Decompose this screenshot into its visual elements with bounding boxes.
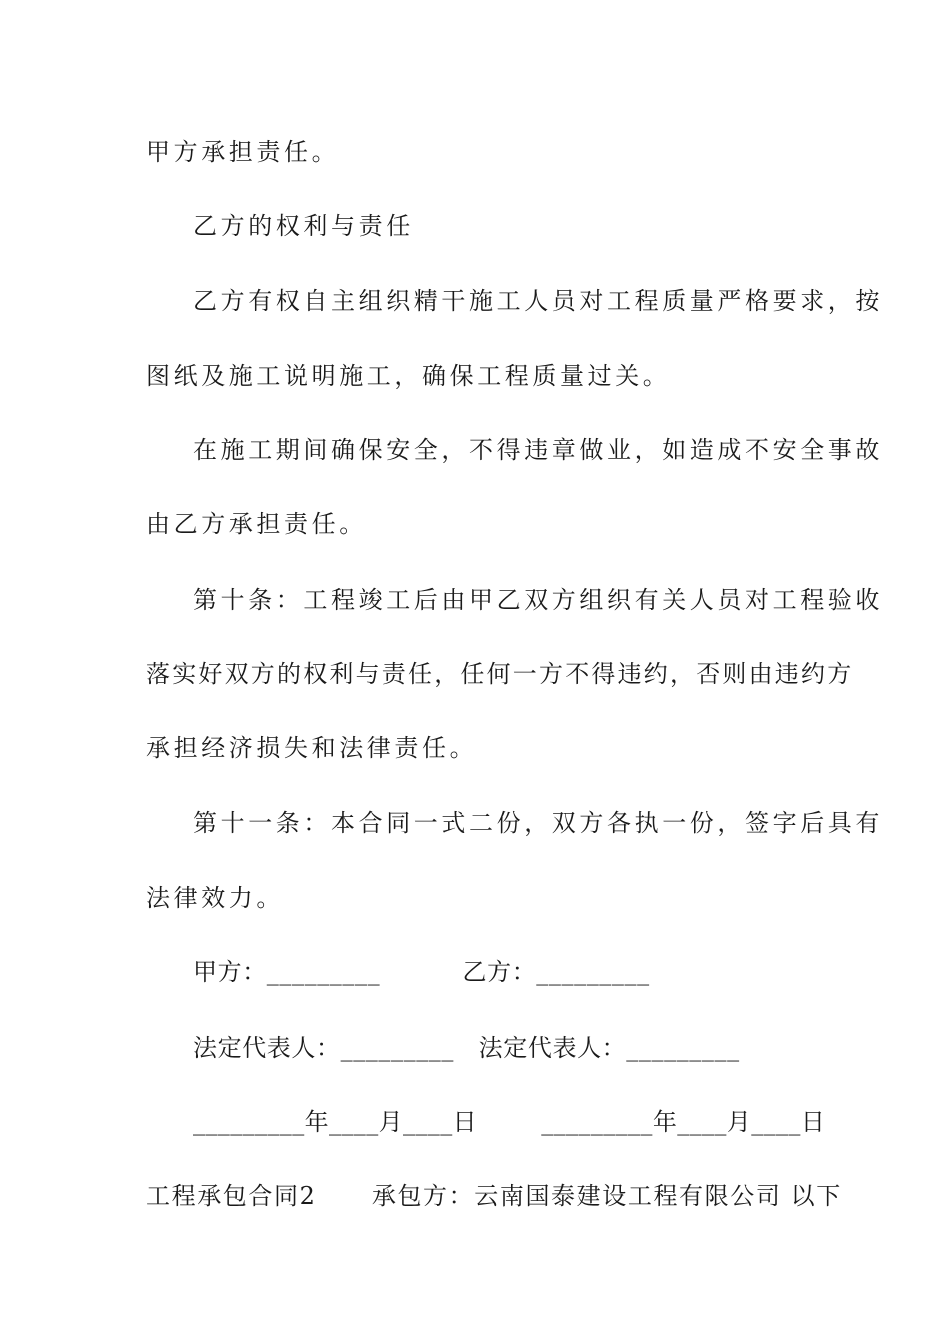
clause-eleven: 第十一条：本合同一式二份，双方各执一份，签字后具有 [193, 809, 883, 837]
signature-date-line: _________年____月____日 _________年____月____日 [193, 1108, 826, 1136]
paragraph-line: 落实好双方的权利与责任，任何一方不得违约，否则由违约方 [146, 660, 854, 688]
paragraph-line: 由乙方承担责任。 [146, 510, 367, 538]
paragraph-line: 乙方有权自主组织精干施工人员对工程质量严格要求，按 [193, 287, 883, 315]
paragraph-line: 承担经济损失和法律责任。 [146, 734, 478, 762]
paragraph-line: 法律效力。 [146, 884, 284, 912]
signature-party-line: 甲方：_________ 乙方：_________ [193, 958, 650, 986]
section-heading: 乙方的权利与责任 [193, 212, 414, 240]
paragraph-line: 在施工期间确保安全，不得违章做业，如造成不安全事故 [193, 436, 883, 464]
paragraph-line: 甲方承担责任。 [146, 138, 340, 166]
clause-ten: 第十条：工程竣工后由甲乙双方组织有关人员对工程验收 [193, 586, 883, 614]
paragraph-line: 图纸及施工说明施工，确保工程质量过关。 [146, 362, 671, 390]
next-contract-heading: 工程承包合同2 承包方：云南国泰建设工程有限公司 以下 [146, 1182, 842, 1210]
signature-representative-line: 法定代表人：_________ 法定代表人：_________ [193, 1034, 740, 1062]
